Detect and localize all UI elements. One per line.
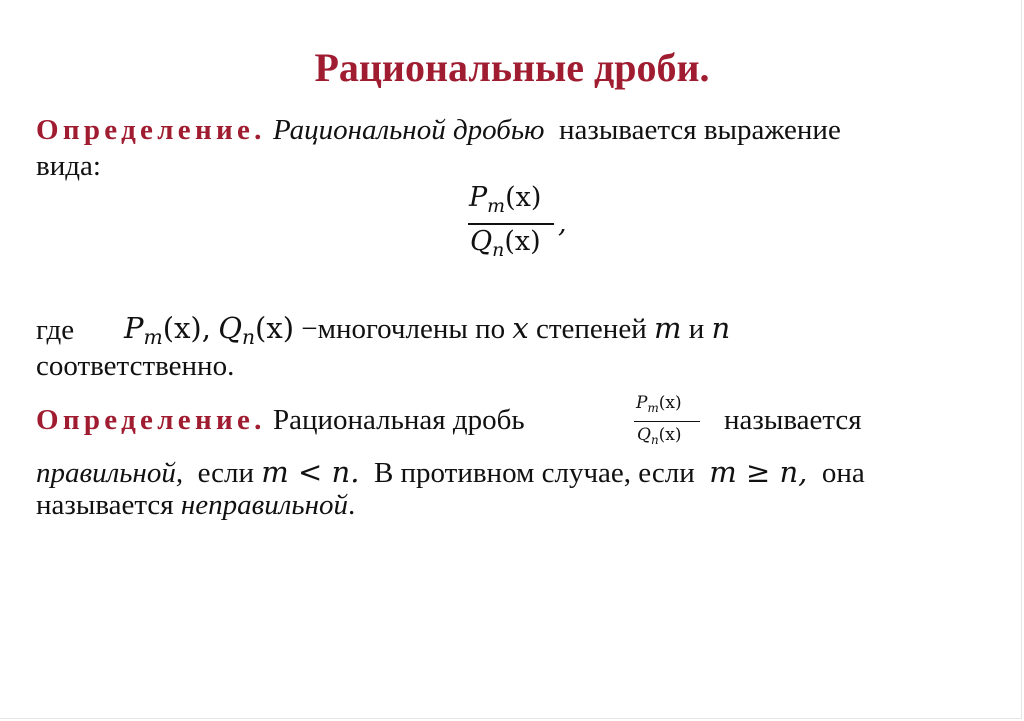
definition-2-label: Определение. xyxy=(36,404,266,436)
condition-proper: m < n. xyxy=(261,455,360,489)
definition-2-text-2: называется xyxy=(724,404,862,436)
definition-1-line-2: вида: xyxy=(36,150,101,182)
inline-fraction-numerator: $P_m(x)$ xyxy=(636,393,682,415)
inline-fraction-bar xyxy=(634,421,700,422)
slide-title: Рациональные дроби. xyxy=(314,45,710,90)
definition-2-text-4: В противном случае, если xyxy=(373,457,695,489)
definition-2-text-3: если xyxy=(197,457,255,489)
polynomial-p: $P_m(x)$, xyxy=(124,311,211,350)
definition-1-text: называется выражение xyxy=(558,114,841,146)
term-improper: неправильной xyxy=(180,489,348,521)
var-x: x xyxy=(512,311,529,345)
definition-1-line-1 xyxy=(36,114,841,147)
where-label: где xyxy=(36,314,75,346)
where-text-2: степеней xyxy=(536,313,647,345)
definition-2-text-1: Рациональная дробь xyxy=(272,404,525,436)
definition-1-term: Рациональной дробью xyxy=(272,114,545,146)
definition-2-line-1 xyxy=(36,404,525,437)
where-line-2: соответственно. xyxy=(36,350,235,382)
fraction-comma: , xyxy=(558,208,567,239)
var-n: n xyxy=(711,311,731,345)
fraction-denominator: $Q_n(x)$ xyxy=(470,226,541,262)
inline-fraction-denominator: $Q_n(x)$ xyxy=(637,425,682,447)
dash: − xyxy=(301,313,318,345)
where-line xyxy=(124,311,731,350)
definition-2-line-2 xyxy=(36,455,865,490)
definition-2-text-5: она xyxy=(821,457,865,489)
definition-2-line-3 xyxy=(36,489,355,522)
fraction-bar xyxy=(468,223,554,225)
polynomial-q: $Q_n(x)$ xyxy=(218,311,295,350)
definition-2-text-6: называется xyxy=(36,489,174,521)
condition-improper: m ≥ n, xyxy=(709,455,808,489)
final-period: . xyxy=(347,489,356,521)
definition-1-label: Определение. xyxy=(36,114,266,146)
where-text-1: многочлены по xyxy=(317,313,506,345)
fraction-numerator: $P_m(x)$ xyxy=(469,182,542,218)
var-m: m xyxy=(653,311,682,345)
term-proper: правильной, xyxy=(36,457,184,489)
where-text-3: и xyxy=(688,313,705,345)
